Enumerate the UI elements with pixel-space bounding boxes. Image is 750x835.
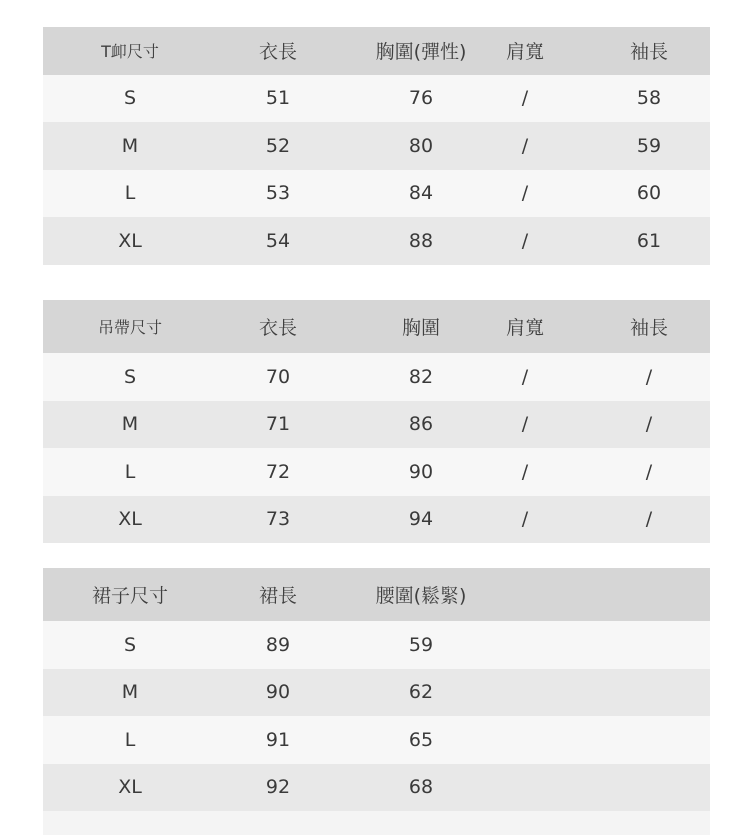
table-cell: 59 bbox=[636, 134, 662, 157]
table-cell: 82 bbox=[408, 365, 434, 388]
table-cell: 89 bbox=[265, 633, 291, 656]
table-cell: S bbox=[123, 87, 137, 110]
table-cell: 65 bbox=[408, 728, 434, 751]
table-cell: 61 bbox=[636, 229, 662, 252]
table-cell: M bbox=[121, 681, 139, 704]
table-row bbox=[43, 75, 710, 123]
table-row bbox=[43, 217, 710, 265]
table-header bbox=[43, 568, 710, 621]
skirt-size-table bbox=[43, 568, 710, 835]
table-cell: / bbox=[645, 460, 653, 483]
table-cell: 90 bbox=[408, 460, 434, 483]
table-cell: 51 bbox=[265, 87, 291, 110]
table-row bbox=[43, 353, 710, 401]
table-row bbox=[43, 716, 710, 764]
table-cell: 71 bbox=[265, 413, 291, 436]
header-cell: 腰圍(鬆緊) bbox=[375, 585, 467, 607]
header-cell: 胸圍(彈性) bbox=[375, 41, 467, 64]
header-cell: 胸圍 bbox=[401, 317, 440, 339]
table-cell: 92 bbox=[265, 776, 291, 799]
table-cell: / bbox=[521, 229, 529, 252]
header-cell: 裙長 bbox=[258, 585, 297, 607]
header-cell: 袖長 bbox=[629, 317, 668, 339]
table-cell: 91 bbox=[265, 728, 291, 751]
header-cell: 肩寬 bbox=[505, 41, 544, 64]
header-cell: 肩寬 bbox=[505, 317, 544, 339]
table-cell: S bbox=[123, 365, 137, 388]
table-cell: / bbox=[521, 460, 529, 483]
table-cell: S bbox=[123, 633, 137, 656]
table-cell: 58 bbox=[636, 87, 662, 110]
table-row bbox=[43, 170, 710, 218]
table-row bbox=[43, 122, 710, 170]
table-cell: 54 bbox=[265, 229, 291, 252]
table-cell: / bbox=[521, 134, 529, 157]
table-cell: 59 bbox=[408, 633, 434, 656]
table-cell: 52 bbox=[265, 134, 291, 157]
table-cell: 94 bbox=[408, 508, 434, 531]
table-cell: / bbox=[645, 413, 653, 436]
table-cell: 84 bbox=[408, 182, 434, 205]
table-row bbox=[43, 621, 710, 669]
table-cell: / bbox=[521, 87, 529, 110]
table-cell: / bbox=[645, 365, 653, 388]
table-cell: 88 bbox=[408, 229, 434, 252]
table-row bbox=[43, 401, 710, 449]
table-cell: M bbox=[121, 134, 139, 157]
table-row bbox=[43, 448, 710, 496]
table-cell: 62 bbox=[408, 681, 434, 704]
table-cell: / bbox=[521, 413, 529, 436]
table-cell: 72 bbox=[265, 460, 291, 483]
table-cell: 90 bbox=[265, 681, 291, 704]
table-cell: 53 bbox=[265, 182, 291, 205]
table-row-empty bbox=[43, 811, 710, 835]
table-cell: XL bbox=[118, 776, 142, 799]
header-cell: 裙子尺寸 bbox=[91, 585, 168, 607]
table-cell: / bbox=[521, 365, 529, 388]
table-row bbox=[43, 764, 710, 812]
table-header bbox=[43, 27, 710, 75]
tshirt-size-table bbox=[43, 27, 710, 265]
table-cell: XL bbox=[118, 508, 142, 531]
table-row bbox=[43, 496, 710, 544]
table-cell: L bbox=[124, 728, 136, 751]
table-cell: L bbox=[124, 182, 136, 205]
table-cell: 68 bbox=[408, 776, 434, 799]
table-cell: 73 bbox=[265, 508, 291, 531]
header-cell: 吊帶尺寸 bbox=[97, 318, 162, 337]
header-cell: T卹尺寸 bbox=[101, 42, 159, 62]
table-cell: 70 bbox=[265, 365, 291, 388]
table-cell: / bbox=[521, 182, 529, 205]
header-cell: 衣長 bbox=[258, 317, 297, 339]
table-header bbox=[43, 300, 710, 353]
table-cell: 60 bbox=[636, 182, 662, 205]
table-cell: L bbox=[124, 460, 136, 483]
table-cell: / bbox=[645, 508, 653, 531]
header-cell: 衣長 bbox=[258, 41, 297, 64]
table-cell: 86 bbox=[408, 413, 434, 436]
camisole-size-table bbox=[43, 300, 710, 543]
header-cell: 袖長 bbox=[629, 41, 668, 64]
table-cell: XL bbox=[118, 229, 142, 252]
table-cell: M bbox=[121, 413, 139, 436]
table-cell: 80 bbox=[408, 134, 434, 157]
table-cell: / bbox=[521, 508, 529, 531]
table-row bbox=[43, 669, 710, 717]
table-cell: 76 bbox=[408, 87, 434, 110]
